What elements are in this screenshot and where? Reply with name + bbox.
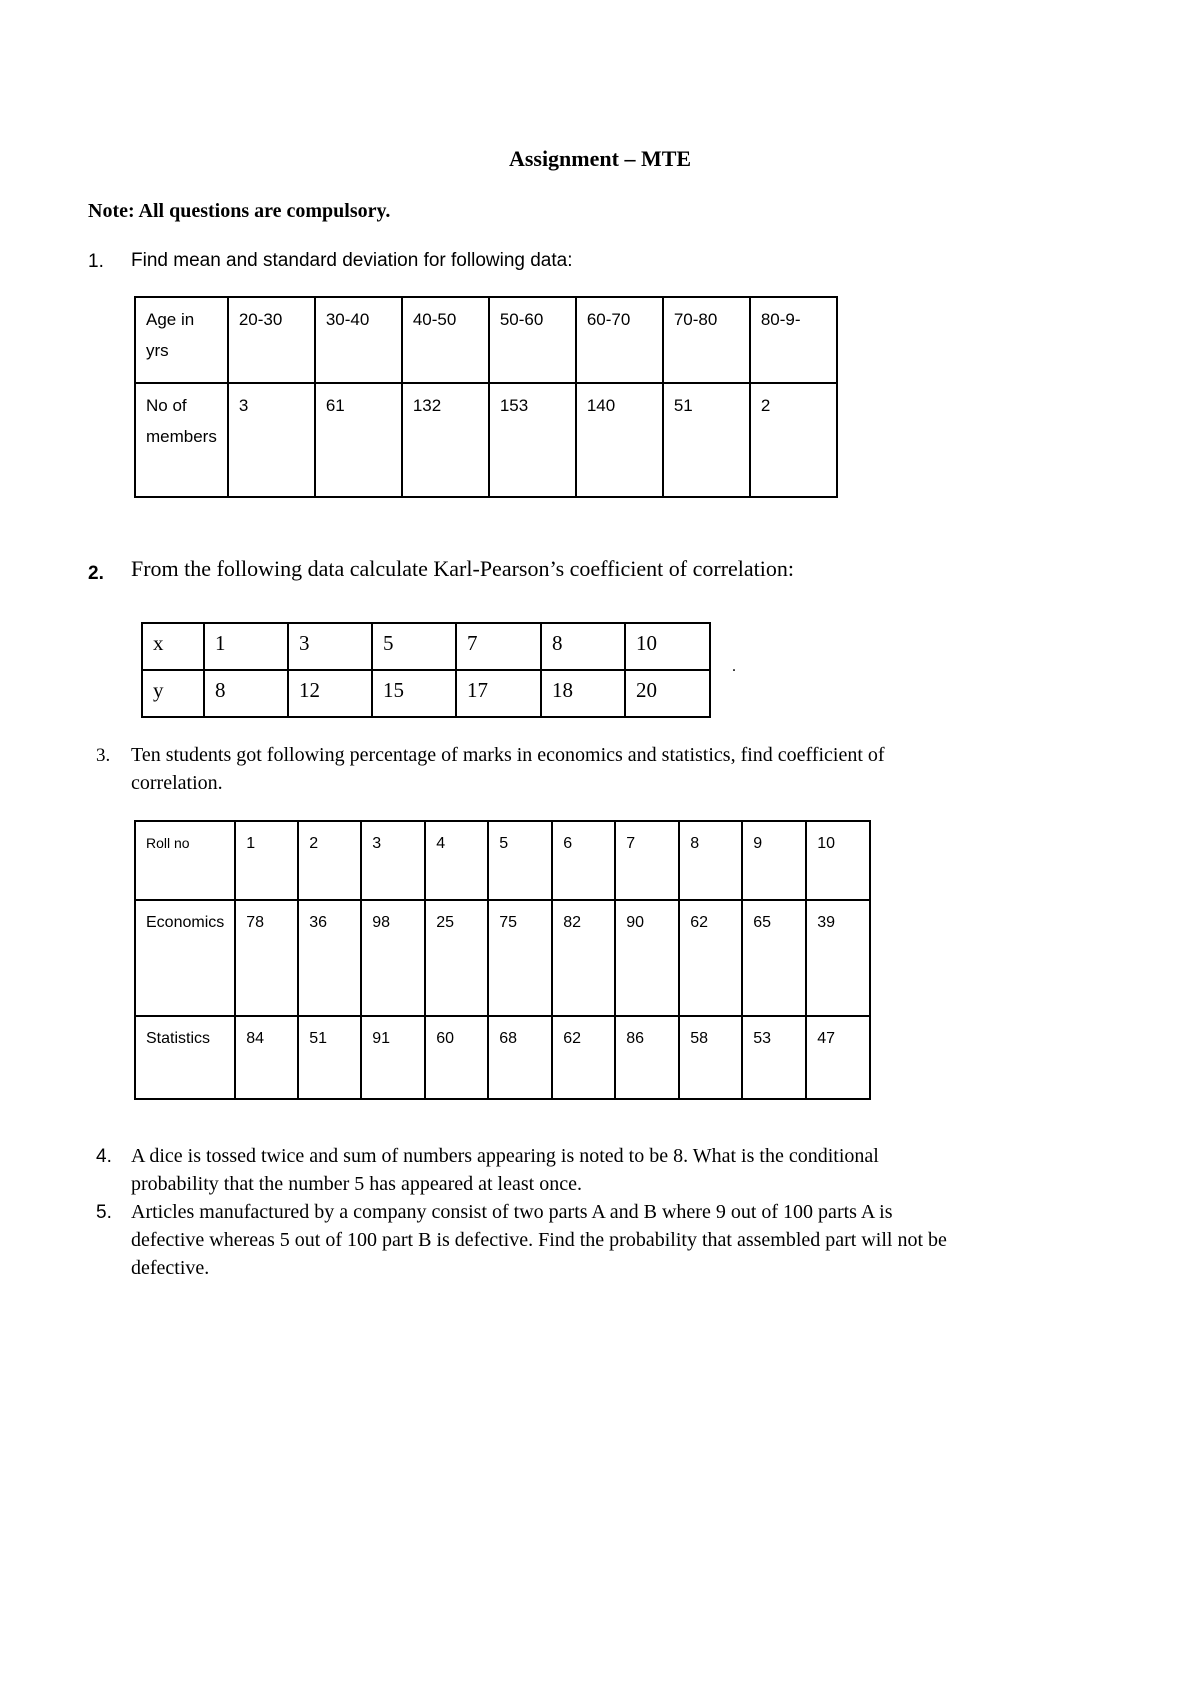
table-row [135,297,837,383]
table-cell: 6 [552,821,615,900]
table-cell: 4 [425,821,488,900]
table-cell: 3 [288,623,372,670]
table-row [142,623,710,670]
table-cell: 84 [235,1016,298,1099]
question-2-text: From the following data calculate Karl-Pearson’s coefficient of correlation: [131,556,795,581]
table-cell: 80-9- [750,297,837,383]
table-cell: 132 [402,383,489,497]
question-5-text-line-3: defective. [131,1257,210,1279]
table-cell: 53 [742,1016,806,1099]
table-cell: 8 [204,670,288,717]
stray-period-mark: . [732,658,736,675]
table-row [135,900,870,1016]
table-cell: 20 [625,670,710,717]
table-row [135,1016,870,1099]
question-5-text-line-2: defective whereas 5 out of 100 part B is defective. Find the probability that assembled part will not be [131,1229,947,1251]
question-3-text-line-2: correlation. [131,772,223,794]
table-cell: 60 [425,1016,488,1099]
table-cell: Roll no [135,821,235,900]
table-cell: 3 [361,821,425,900]
table-cell: 61 [315,383,402,497]
table-cell: 40-50 [402,297,489,383]
table-cell: 82 [552,900,615,1016]
table-cell: 39 [806,900,870,1016]
question-4-number: 4. [96,1146,112,1167]
question-4-text-line-2: probability that the number 5 has appeared at least once. [131,1173,582,1195]
table-cell: 68 [488,1016,552,1099]
table-cell: x [142,623,204,670]
table-cell: 15 [372,670,456,717]
question-5-text-line-1: Articles manufactured by a company consist of two parts A and B where 9 out of 100 parts A is [131,1201,893,1223]
table-cell: 3 [228,383,315,497]
table-cell: 50-60 [489,297,576,383]
question-3-number: 3. [96,745,111,766]
table-cell: 10 [625,623,710,670]
table-cell: 98 [361,900,425,1016]
table-cell: 9 [742,821,806,900]
table-cell: 5 [372,623,456,670]
table-cell: Economics [135,900,235,1016]
table-cell: Age in yrs [135,297,228,383]
question-3-text-line-1: Ten students got following percentage of marks in economics and statistics, find coefficient of [131,744,885,766]
question-2-number: 2. [88,563,104,584]
question-4-text-line-1: A dice is tossed twice and sum of numbers appearing is noted to be 8. What is the conditional [131,1145,879,1167]
table-cell: 10 [806,821,870,900]
table-cell: 58 [679,1016,742,1099]
table-cell: 70-80 [663,297,750,383]
table-cell: Statistics [135,1016,235,1099]
table-cell: 7 [615,821,679,900]
table-cell: 75 [488,900,552,1016]
table-cell: 5 [488,821,552,900]
table-cell: 60-70 [576,297,663,383]
table-cell: 51 [298,1016,361,1099]
table-cell: 78 [235,900,298,1016]
table-cell: 8 [679,821,742,900]
table-row [142,670,710,717]
table-cell: 47 [806,1016,870,1099]
table-cell: No of members [135,383,228,497]
question-1-text: Find mean and standard deviation for following data: [131,250,573,271]
table-cell: 153 [489,383,576,497]
table-cell: 2 [750,383,837,497]
table-cell: 140 [576,383,663,497]
table-cell: 7 [456,623,541,670]
question-5-number: 5. [96,1202,112,1223]
table-cell: 62 [679,900,742,1016]
table-cell: 12 [288,670,372,717]
table-cell: 1 [204,623,288,670]
table-cell: 25 [425,900,488,1016]
table-cell: 1 [235,821,298,900]
table-row [135,821,870,900]
marks-table [134,820,871,1100]
age-distribution-table [134,296,838,498]
table-cell: 17 [456,670,541,717]
instructions-note: Note: All questions are compulsory. [88,200,391,222]
table-cell: 90 [615,900,679,1016]
table-cell: 20-30 [228,297,315,383]
page-title: Assignment – MTE [508,146,692,171]
table-cell: 36 [298,900,361,1016]
table-cell: y [142,670,204,717]
table-cell: 8 [541,623,625,670]
table-cell: 91 [361,1016,425,1099]
xy-data-table [141,622,711,718]
table-cell: 86 [615,1016,679,1099]
table-cell: 62 [552,1016,615,1099]
table-cell: 51 [663,383,750,497]
table-cell: 2 [298,821,361,900]
table-row [135,383,837,497]
table-cell: 65 [742,900,806,1016]
table-cell: 18 [541,670,625,717]
question-1-number: 1. [88,251,104,272]
table-cell: 30-40 [315,297,402,383]
